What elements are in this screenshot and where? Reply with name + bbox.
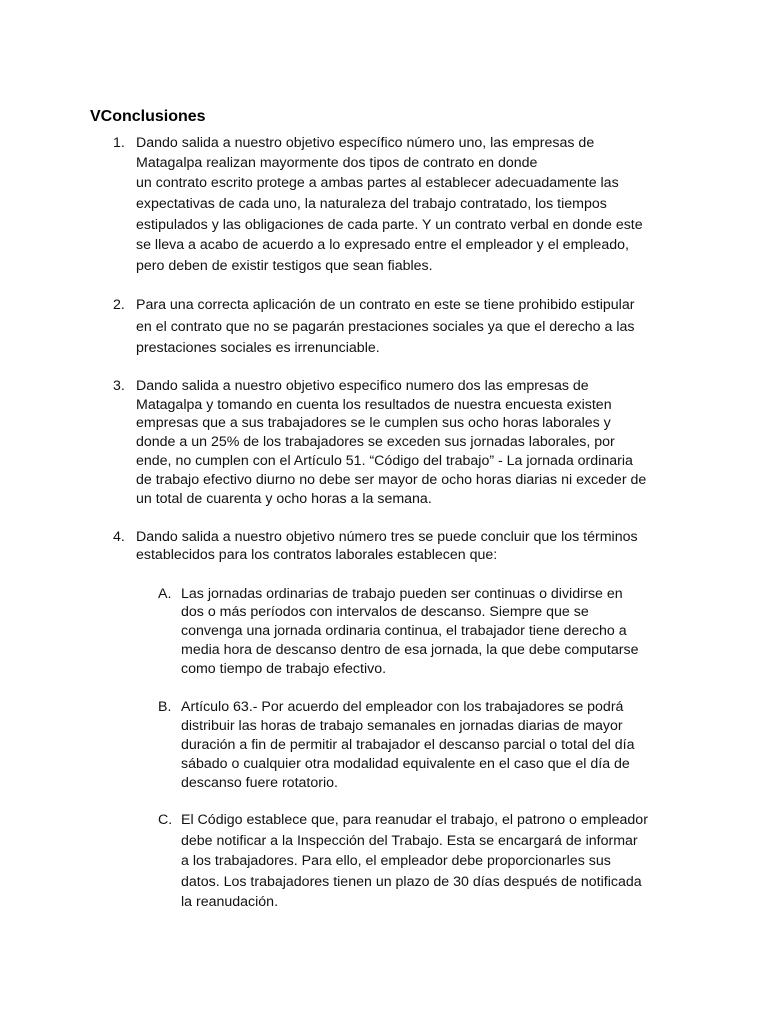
- list-marker: 1.: [113, 135, 125, 151]
- section-title: VConclusiones: [90, 108, 206, 125]
- sublist-marker: C.: [158, 812, 173, 828]
- list-text-line: donde a un 25% de los trabajadores se exceden sus jornadas laborales, por: [136, 434, 615, 450]
- list-text-line: expectativas de cada uno, la naturaleza del trabajo contratado, los tiempos: [136, 196, 607, 212]
- list-text-line: en el contrato que no se pagarán prestaciones sociales ya que el derecho a las: [136, 319, 635, 335]
- sublist-text-line: convenga una jornada ordinaria continua, el trabajador tiene derecho a: [181, 623, 627, 639]
- list-text-line: ende, no cumplen con el Artículo 51. “Código del trabajo” - La jornada ordinaria: [136, 453, 633, 469]
- sublist-marker: B.: [158, 699, 172, 715]
- sublist-text-line: descanso fuere rotatorio.: [181, 775, 338, 791]
- list-text-line: establecidos para los contratos laborales establecen que:: [136, 547, 498, 563]
- sublist-text-line: El Código establece que, para reanudar el trabajo, el patrono o empleador: [181, 812, 648, 828]
- sublist-text-line: a los trabajadores. Para ello, el empleador debe proporcionarles sus: [181, 853, 611, 869]
- sublist-text-line: debe notificar a la Inspección del Trabajo. Esta se encargará de informar: [181, 833, 638, 849]
- sublist-text-line: Artículo 63.- Por acuerdo del empleador con los trabajadores se podrá: [181, 699, 624, 715]
- sublist-text-line: la reanudación.: [181, 894, 279, 910]
- list-text-line: pero deben de existir testigos que sean fiables.: [136, 258, 433, 274]
- list-text-line: Para una correcta aplicación de un contrato en este se tiene prohibido estipular: [136, 297, 635, 313]
- sublist-text-line: media hora de descanso dentro de esa jornada, la que debe computarse: [181, 642, 639, 658]
- list-text-line: prestaciones sociales es irrenunciable.: [136, 340, 380, 356]
- list-text-line: de trabajo efectivo diurno no debe ser mayor de ocho horas diarias ni exceder de: [136, 472, 647, 488]
- sublist-text-line: datos. Los trabajadores tienen un plazo de 30 días después de notificada: [181, 874, 642, 890]
- list-marker: 4.: [113, 529, 125, 545]
- list-text-line: un contrato escrito protege a ambas partes al establecer adecuadamente las: [136, 175, 619, 191]
- list-text-line: Dando salida a nuestro objetivo número tres se puede concluir que los términos: [136, 529, 638, 545]
- sublist-text-line: dos o más períodos con intervalos de descanso. Siempre que se: [181, 604, 589, 620]
- list-text-line: Dando salida a nuestro objetivo específico número uno, las empresas de: [136, 135, 595, 151]
- list-text-line: estipulados y las obligaciones de cada parte. Y un contrato verbal en donde este: [136, 217, 643, 233]
- sublist-text-line: duración a fin de permitir al trabajador el descanso parcial o total del día: [181, 737, 635, 753]
- list-text-line: Matagalpa y tomando en cuenta los resultados de nuestra encuesta existen: [136, 397, 612, 413]
- sublist-text-line: distribuir las horas de trabajo semanales en jornadas diarias de mayor: [181, 718, 623, 734]
- list-text-line: empresas que a sus trabajadores se le cumplen sus ocho horas laborales y: [136, 415, 611, 431]
- list-text-line: un total de cuarenta y ocho horas a la semana.: [136, 491, 432, 507]
- sublist-text-line: como tiempo de trabajo efectivo.: [181, 661, 387, 677]
- list-text-line: se lleva a acabo de acuerdo a lo expresado entre el empleador y el empleado,: [136, 237, 629, 253]
- sublist-text-line: sábado o cualquier otra modalidad equivalente en el caso que el día de: [181, 756, 630, 772]
- sublist-text-line: Las jornadas ordinarias de trabajo pueden ser continuas o dividirse en: [181, 586, 623, 602]
- list-text-line: Dando salida a nuestro objetivo especifico numero dos las empresas de: [136, 378, 589, 394]
- list-marker: 3.: [113, 378, 125, 394]
- list-marker: 2.: [113, 297, 125, 313]
- sublist-marker: A.: [158, 586, 172, 602]
- list-text-line: Matagalpa realizan mayormente dos tipos de contrato en donde: [136, 155, 538, 171]
